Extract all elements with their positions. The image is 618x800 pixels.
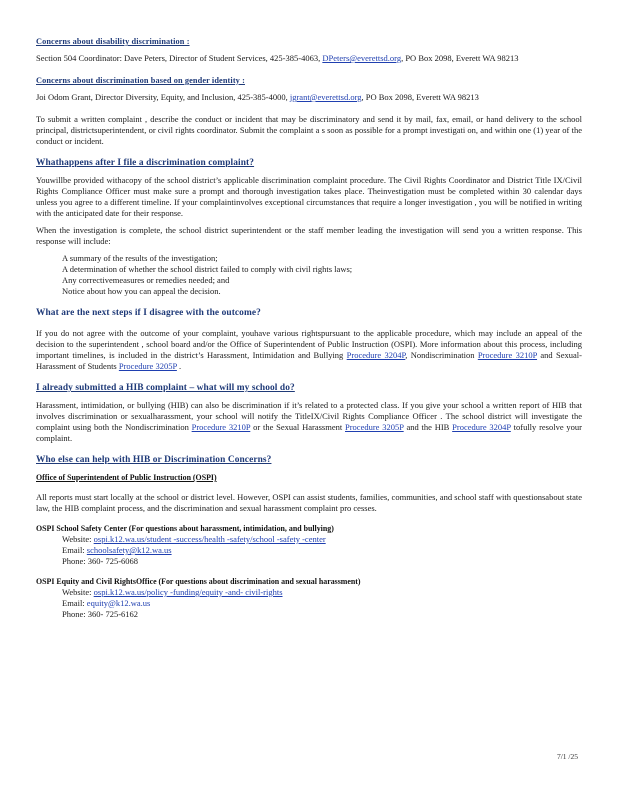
email-link-jgrant[interactable]: jgrant@everettsd.org	[289, 92, 362, 102]
hib-paragraph: Harassment, intimidation, or bullying (HIB) can also be discrimination if it’s related to a protected class. If you give your school a written report of HIB that involves discrimination or sexualharassment, your school will notify the TitleIX/Civil Rights Compliance Officer . The school district will investigate the complaint using both the Nondiscrimination Procedure 3210P or the Sexual Harassment Procedure 3205P and the HIB Procedure 3204P tofully resolve your complaint.	[36, 400, 583, 443]
link-procedure-3204p[interactable]: Procedure 3204P	[452, 422, 511, 432]
email-link-dpeters[interactable]: DPeters@everettsd.org	[322, 53, 402, 63]
page-date: 7/1 /25	[556, 752, 578, 761]
link-procedure-3205p[interactable]: Procedure 3205P	[345, 422, 404, 432]
heading-gender-identity: Concerns about discrimination based on gender identity :	[36, 76, 245, 85]
safety-contact-list	[36, 534, 582, 567]
equity-contact-list	[36, 587, 582, 620]
list-item: Phone: 360- 725-6162	[62, 609, 139, 619]
heading-school-safety-center: OSPI School Safety Center (For questions about harassment, intimidation, and bullying)	[36, 524, 334, 533]
link-procedure-3210p[interactable]: Procedure 3210P	[477, 350, 538, 360]
list-item: Email: equity@k12.wa.us	[62, 598, 151, 608]
ospi-paragraph: All reports must start locally at the school or district level. However, OSPI can assist students, families, communities, and school staff with questionsabout state law, the HIB complaint process, and the discrimination and sexual harassment complaint pro cesses.	[36, 492, 582, 513]
list-item: Email: schoolsafety@k12.wa.us	[62, 545, 172, 555]
list-item: Phone: 360- 725-6068	[62, 556, 139, 566]
response-list	[36, 253, 582, 297]
submit-complaint-text: To submit a written complaint , describe the conduct or incident that may be discriminatory and send it by mail, fax, email, or hand delivery to the school principal, districtsuperintendent, or civil rights coordinator. Submit the complaint a s soon as possible for a prompt investigati on, and within one (1) year of the conduct or incident.	[36, 114, 582, 146]
link-procedure-3205p[interactable]: Procedure 3205P	[118, 361, 177, 371]
link-procedure-3204p[interactable]: Procedure 3204P	[346, 350, 406, 360]
list-item: Notice about how you can appeal the decision.	[62, 286, 221, 296]
what-happens-paragraph: Youwillbe provided withacopy of the school district’s applicable discrimination complaint procedure. The Civil Rights Coordinator and District Title IX/Civil Rights Compliance Officer must make sure a prompt and thorough investigation takes place. Theinvestigation must be completed within 30 calendar days unless you agree to a different timeline. If your complaintinvolves exceptional circumstances that require a longer investigation , you will be notified in writing with the anticipated date for their response.	[36, 175, 582, 218]
list-item: Any correctivemeasures or remedies needed; and	[62, 275, 230, 285]
heading-hib-complaint: I already submitted a HIB complaint – what will my school do?	[36, 383, 295, 393]
heading-ospi: Office of Superintendent of Public Instruction (OSPI)	[36, 473, 217, 482]
next-steps-paragraph: If you do not agree with the outcome of your complaint, youhave various rightspursuant to the applicable procedure, which may include an appeal of the decision to the superintendent , school board and/or the Office of Superintendent of Public Instruction (OSPI). More information about this process, including important timelines, is included in the district’s Harassment, Intimidation and Bullying Procedure 3204P, Nondiscrimination Procedure 3210P and Sexual-Harassment of Students Procedure 3205P .	[36, 328, 582, 371]
document-page	[36, 36, 582, 620]
link-equity-website[interactable]: ospi.k12.wa.us/policy -funding/equity -and- civil-rights	[93, 587, 283, 597]
coordinator-gender: Joi Odom Grant, Director Diversity, Equity, and Inclusion, 425-385-4000, jgrant@everettsd.org, PO Box 2098, Everett WA 98213	[36, 92, 479, 102]
investigation-complete-paragraph: When the investigation is complete, the school district superintendent or the staff member leading the investigation will send you a written response. This response will include:	[36, 225, 582, 246]
heading-what-happens: Whathappens after I file a discrimination complaint?	[36, 158, 255, 168]
list-item: A determination of whether the school district failed to comply with civil rights laws;	[62, 264, 353, 274]
equity-email[interactable]: equity@k12.wa.us	[86, 598, 151, 608]
list-item: A summary of the results of the investigation;	[62, 253, 218, 263]
link-procedure-3210p[interactable]: Procedure 3210P	[191, 422, 251, 432]
heading-disability: Concerns about disability discrimination :	[36, 37, 190, 46]
link-safety-website[interactable]: ospi.k12.wa.us/student -success/health -safety/school -safety -center	[93, 534, 326, 544]
heading-who-else: Who else can help with HIB or Discrimination Concerns?	[36, 455, 272, 465]
coordinator-504: Section 504 Coordinator: Dave Peters, Director of Student Services, 425-385-4063, DPeters@everettsd.org, PO Box 2098, Everett WA 98213	[36, 53, 519, 63]
list-item: Website: ospi.k12.wa.us/student -success/health -safety/school -safety -center	[62, 534, 326, 544]
list-item: Website: ospi.k12.wa.us/policy -funding/equity -and- civil-rights	[62, 587, 283, 597]
heading-equity-office: OSPI Equity and Civil RightsOffice (For questions about discrimination and sexual harassment)	[36, 577, 361, 586]
heading-next-steps: What are the next steps if I disagree with the outcome?	[36, 308, 261, 318]
email-link-schoolsafety[interactable]: schoolsafety@k12.wa.us	[86, 545, 172, 555]
